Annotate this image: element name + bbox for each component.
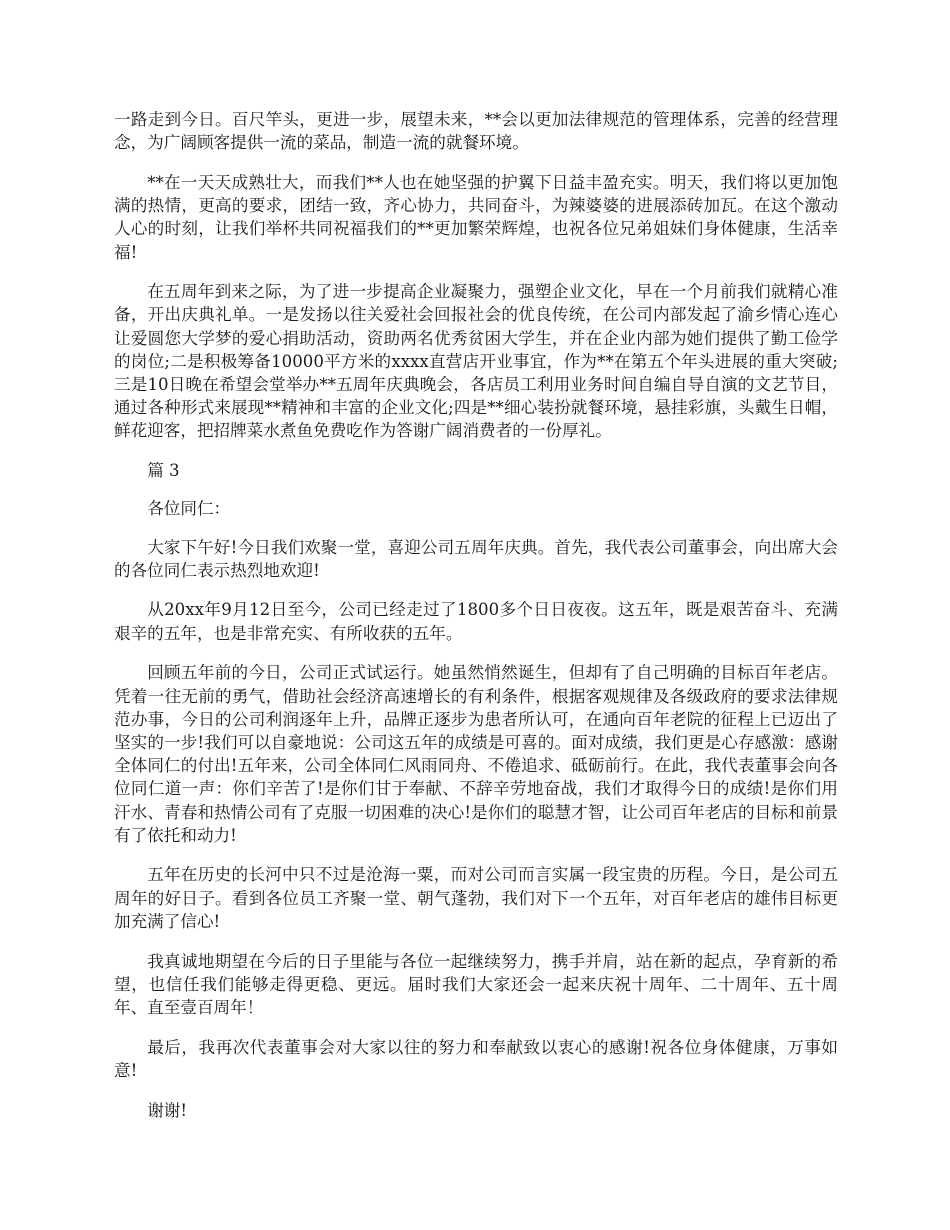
paragraph-thanks: 最后，我再次代表董事会对大家以往的努力和奉献致以衷心的感谢!祝各位身体健康，万事如意! xyxy=(114,1037,838,1080)
paragraph-review: 回顾五年前的今日，公司正式试运行。她虽然悄然诞生，但却有了自己明确的目标百年老店。凭着一往无前的勇气，借助社会经济高速增长的有利条件，根据客观规律及各级政府的要求法律规范办事，今日的公司利润逐年上升，品牌正逐步为患者所认可，在通向百年老院的征程上已迈出了坚实的一步!我们可以自豪地说：公司这五年的成绩是可喜的。面对成绩，我们更是心存感激：感谢全体同仁的付出!五年来，公司全体同仁风雨同舟、不倦追求、砥砺前行。在此，我代表董事会向各位同仁道一声：你们辛苦了!是你们甘于奉献、不辞辛劳地奋战，我们才取得今日的成绩!是你们用汗水、青春和热情公司有了克服一切困难的决心!是你们的聪慧才智，让公司百年老店的目标和前景有了依托和动力! xyxy=(114,663,838,845)
salutation: 各位同仁： xyxy=(147,499,231,519)
paragraph-blessing: **在一天天成熟壮大，而我们**人也在她坚强的护翼下日益丰盈充实。明天，我们将以更加饱满的热情，更高的要求，团结一致，齐心协力，共同奋斗，为辣婆婆的进展添砖加瓦。在这个激动人心的时刻，让我们举杯共同祝福我们的**更加繁荣辉煌，也祝各位兄弟姐妹们身体健康，生活幸福! xyxy=(114,172,838,262)
section-heading: 篇 3 xyxy=(147,461,180,481)
paragraph-anniversary-events: 在五周年到来之际，为了进一步提高企业凝聚力，强塑企业文化，早在一个月前我们就精心准备，开出庆典礼单。一是发扬以往关爱社会回报社会的优良传统，在公司内部发起了渝乡情心连心让爱圆您大学梦的爱心捐助活动，资助两名优秀贫困大学生，并在企业内部为她们提供了勤工俭学的岗位;二是积极筹备10000平方米的xxxx直营店开业事宜，作为**在第五个年头进展的重大突破;三是10日晚在希望会堂举办**五周年庆典晚会，各店员工利用业务时间自编自导自演的文艺节目，通过各种形式来展现**精神和丰富的企业文化;四是**细心装扮就餐环境，悬挂彩旗，头戴生日帽，鲜花迎客，把招牌菜水煮鱼免费吃作为答谢广阔消费者的一份厚礼。 xyxy=(114,282,838,441)
closing-line: 谢谢! xyxy=(147,1100,188,1120)
paragraph-intro-continuation: 一路走到今日。百尺竿头，更进一步，展望未来，**会以更加法律规范的管理体系，完善的经营理念，为广阔顾客提供一流的菜品，制造一流的就餐环境。 xyxy=(114,110,838,153)
paragraph-history: 五年在历史的长河中只不过是沧海一粟，而对公司而言实属一段宝贵的历程。今日，是公司五周年的好日子。看到各位员工齐聚一堂、朝气蓬勃，我们对下一个五年，对百年老店的雄伟目标更加充满了信心! xyxy=(114,865,838,931)
paragraph-welcome: 大家下午好!今日我们欢聚一堂，喜迎公司五周年庆典。首先，我代表公司董事会，向出席大会的各位同仁表示热烈地欢迎! xyxy=(114,537,838,580)
paragraph-five-years: 从20xx年9月12日至今，公司已经走过了1800多个日日夜夜。这五年，既是艰苦奋斗、充满艰辛的五年，也是非常充实、有所收获的五年。 xyxy=(114,600,838,643)
paragraph-hope: 我真诚地期望在今后的日子里能与各位一起继续努力，携手并肩，站在新的起点，孕育新的希望，也信任我们能够走得更稳、更远。届时我们大家还会一起来庆祝十周年、二十周年、五十周年、直至壹百周年！ xyxy=(114,951,838,1017)
